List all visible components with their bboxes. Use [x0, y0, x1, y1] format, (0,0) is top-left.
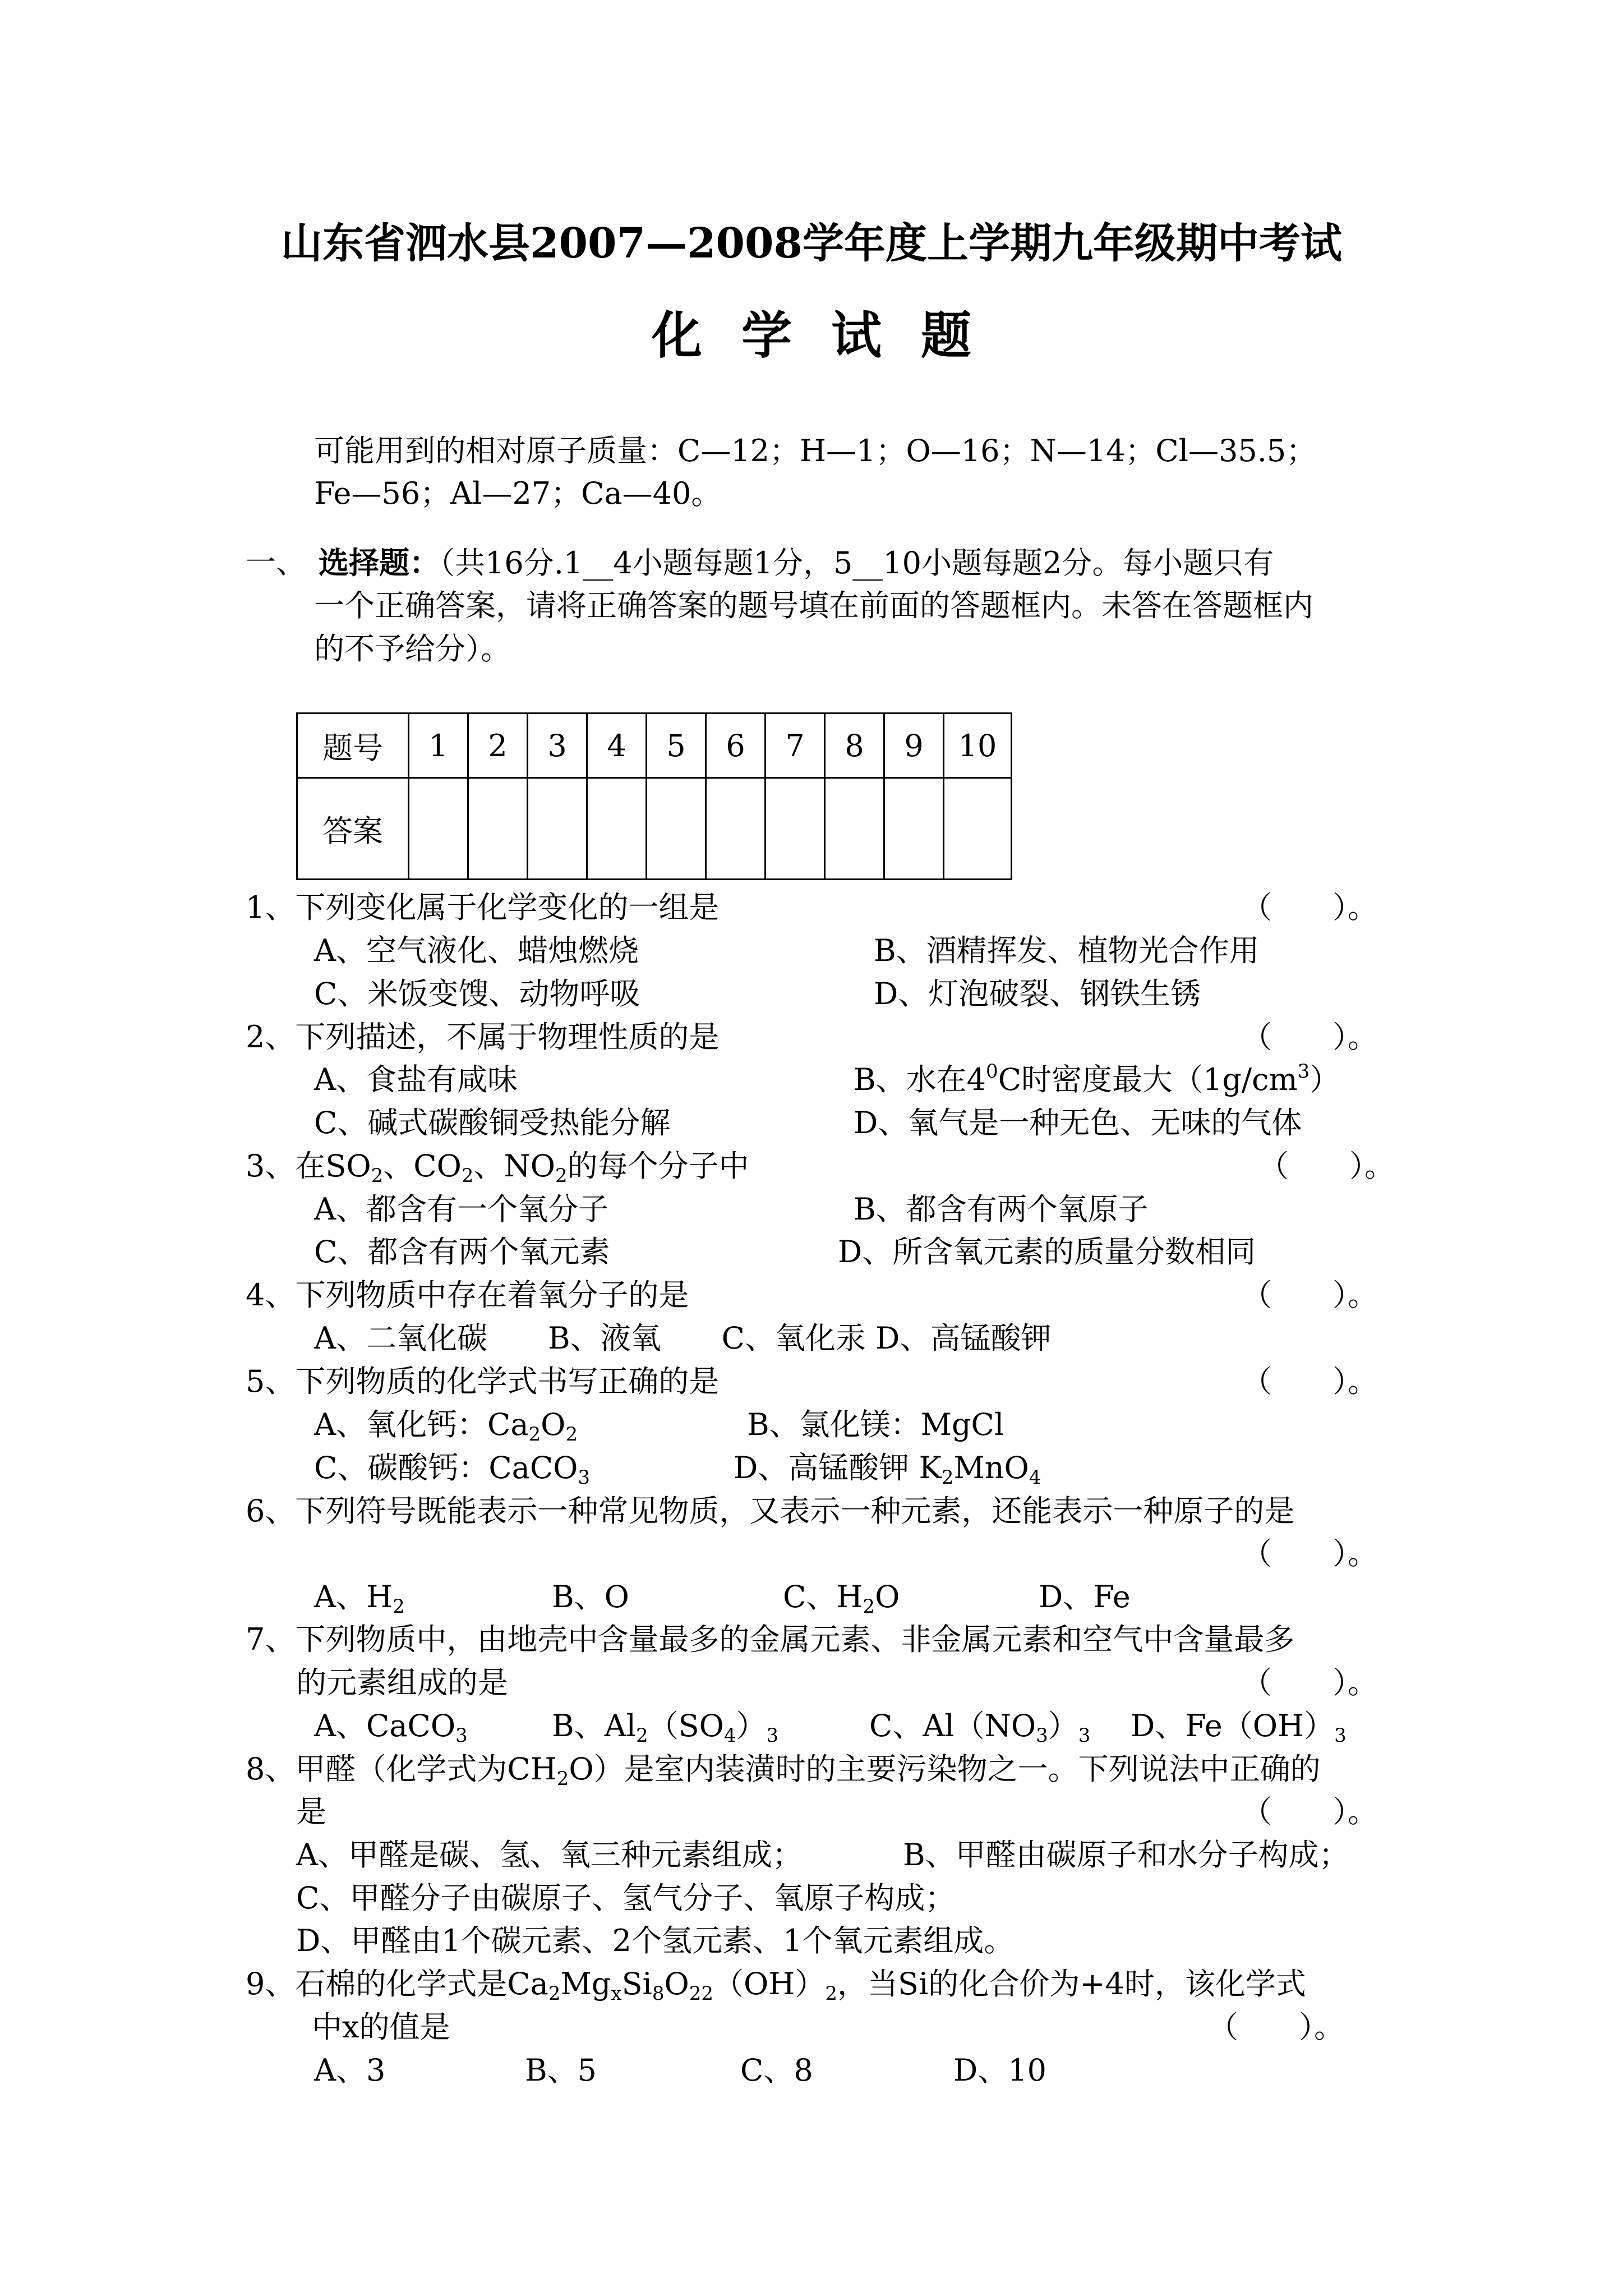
question-7-option-a: A、CaCO$_3$ [314, 1708, 468, 1747]
answer-cell[interactable] [825, 778, 884, 880]
question-1-option-d: D、灯泡破裂、钢铁生锈 [874, 976, 1201, 1011]
section-text-1: （共16分.1__4小题每题1分，5__10小题每题2分。每小题只有 [440, 545, 1274, 581]
question-4-stem: 4、下列物质中存在着氧分子的是 [246, 1277, 689, 1313]
answer-cell[interactable] [468, 778, 528, 880]
answer-cell[interactable] [766, 778, 825, 880]
question-9-option-c: C、8 [740, 2053, 813, 2088]
answer-table-number: 8 [825, 714, 884, 778]
question-3-option-d: D、所含氧元素的质量分数相同 [838, 1234, 1256, 1269]
answer-cell[interactable] [884, 778, 944, 880]
answer-table-number: 7 [766, 714, 825, 778]
atomic-mass-line-2: Fe—56；Al—27；Ca—40。 [314, 476, 722, 511]
atomic-mass-line-1: 可能用到的相对原子质量：C—12；H—1；O—16；N—14；Cl—35.5； [314, 433, 1317, 468]
question-1-option-b: B、酒精挥发、植物光合作用 [874, 933, 1260, 968]
answer-cell[interactable] [706, 778, 766, 880]
answer-paren: （ ）。 [1242, 1794, 1378, 1829]
answer-table-number: 3 [528, 714, 587, 778]
question-3-stem: 3、在$SO_2$、$CO_2$、$NO_2$的每个分子中 [246, 1148, 749, 1187]
question-8-option-d: D、甲醛由1个碳元素、2个氢元素、1个氧元素组成。 [296, 1923, 1015, 1958]
question-8-stem-1: 8、甲醛（化学式为$CH_2O$）是室内装潢时的主要污染物之一。下列说法中正确的 [246, 1751, 1321, 1790]
question-3-option-b: B、都含有两个氧原子 [854, 1191, 1149, 1227]
answer-paren: （ ）。 [1258, 1148, 1395, 1184]
question-9-stem-2: 中x的值是 [312, 2009, 450, 2045]
question-7-option-c: C、$Al(NO_3)_3$ [869, 1708, 1091, 1747]
question-7-option-b: B、$Al_2(SO_4)_3$ [552, 1708, 779, 1747]
question-7-stem-1: 7、下列物质中，由地壳中含量最多的金属元素、非金属元素和空气中含量最多 [246, 1622, 1295, 1657]
answer-cell[interactable] [647, 778, 706, 880]
question-9-option-a: A、3 [314, 2053, 386, 2088]
exam-title: 山东省泗水县2007—2008学年度上学期九年级期中考试 [281, 219, 1342, 268]
question-3-option-a: A、都含有一个氧分子 [314, 1191, 608, 1227]
question-9-option-b: B、5 [525, 2053, 597, 2088]
question-4-options: A、二氧化碳 B、液氧 C、氧化汞 D、高锰酸钾 [314, 1320, 1052, 1356]
question-9-stem-1: 9、石棉的化学式是$Ca_2Mg_xSi_8O_{22}(OH)_2$，当Si的化合价为+4时，该化学式 [246, 1966, 1306, 2005]
question-5-option-c: C、碳酸钙：CaCO$_3$ [314, 1450, 591, 1489]
answer-cell[interactable] [528, 778, 587, 880]
answer-table-number: 9 [884, 714, 944, 778]
question-1-option-c: C、米饭变馊、动物呼吸 [314, 976, 640, 1011]
question-6-option-a: A、$H_2$ [314, 1579, 405, 1618]
answer-table-number: 4 [587, 714, 647, 778]
answer-paren: （ ）。 [1242, 1364, 1378, 1399]
question-2-option-a: A、食盐有咸味 [314, 1062, 518, 1097]
answer-cell[interactable] [409, 778, 468, 880]
answer-paren: （ ）。 [1208, 2009, 1344, 2045]
question-6-option-b: B、O [552, 1579, 629, 1614]
answer-table-head-number: 题号 [297, 714, 409, 778]
question-5-option-b: B、氯化镁：MgCl [747, 1407, 1004, 1442]
question-3-option-c: C、都含有两个氧元素 [314, 1234, 610, 1269]
question-5-option-d: D、高锰酸钾 $K_2MnO_4$ [734, 1450, 1041, 1489]
answer-paren: （ ）。 [1242, 1665, 1378, 1700]
answer-cell[interactable] [944, 778, 1012, 880]
question-7-option-d: D、$Fe(OH)_3$ [1131, 1708, 1347, 1747]
question-2-option-c: C、碱式碳酸铜受热能分解 [314, 1105, 671, 1140]
answer-paren: （ ）。 [1242, 1277, 1378, 1313]
answer-table-number: 2 [468, 714, 528, 778]
section-number: 一、 [246, 545, 306, 580]
answer-paren: （ ）。 [1242, 1019, 1378, 1055]
answer-table-number: 10 [944, 714, 1012, 778]
question-8-option-c: C、甲醛分子由碳原子、氢气分子、氧原子构成； [296, 1880, 956, 1916]
answer-table-number-row [297, 714, 1012, 778]
question-2-option-b: B、水在$4^0C$时密度最大$(1g/cm^3)$ [854, 1060, 1340, 1097]
section-label: 选择题： [319, 545, 440, 581]
answer-table-head-answer: 答案 [297, 778, 409, 880]
answer-paren: （ ）。 [1242, 1536, 1378, 1571]
answer-table-number: 5 [647, 714, 706, 778]
question-8-stem-2: 是 [296, 1794, 326, 1829]
answer-paren: （ ）。 [1242, 890, 1378, 925]
answer-table-number: 1 [409, 714, 468, 778]
question-1-stem: 1、下列变化属于化学变化的一组是 [246, 890, 720, 925]
exam-subtitle: 化学试题 [652, 306, 1011, 365]
question-6-option-d: D、Fe [1039, 1579, 1131, 1614]
question-1-option-a: A、空气液化、蜡烛燃烧 [314, 933, 639, 968]
question-5-stem: 5、下列物质的化学式书写正确的是 [246, 1364, 720, 1399]
question-6-option-c: C、$H_2O$ [783, 1579, 900, 1618]
answer-table-number: 6 [706, 714, 766, 778]
question-6-stem: 6、下列符号既能表示一种常见物质，又表示一种元素，还能表示一种原子的是 [246, 1493, 1295, 1529]
section-instructions-2: 一个正确答案，请将正确答案的题号填在前面的答题框内。未答在答题框内 [314, 588, 1313, 623]
section-instructions-3: 的不予给分）。 [314, 631, 511, 666]
question-2-option-d: D、氧气是一种无色、无味的气体 [854, 1105, 1302, 1140]
answer-cell[interactable] [587, 778, 647, 880]
answer-table [296, 712, 1012, 880]
question-8-option-b: B、甲醛由碳原子和水分子构成； [903, 1837, 1349, 1872]
section-instructions-1 [319, 545, 1274, 581]
answer-table-answer-row [297, 778, 1012, 880]
question-7-stem-2: 的元素组成的是 [296, 1665, 508, 1700]
question-9-option-d: D、10 [953, 2053, 1047, 2088]
question-5-option-a: A、氧化钙：$Ca_2O_2$ [314, 1407, 578, 1446]
question-2-stem: 2、下列描述，不属于物理性质的是 [246, 1019, 720, 1055]
question-8-option-a: A、甲醛是碳、氢、氧三种元素组成； [296, 1837, 803, 1872]
